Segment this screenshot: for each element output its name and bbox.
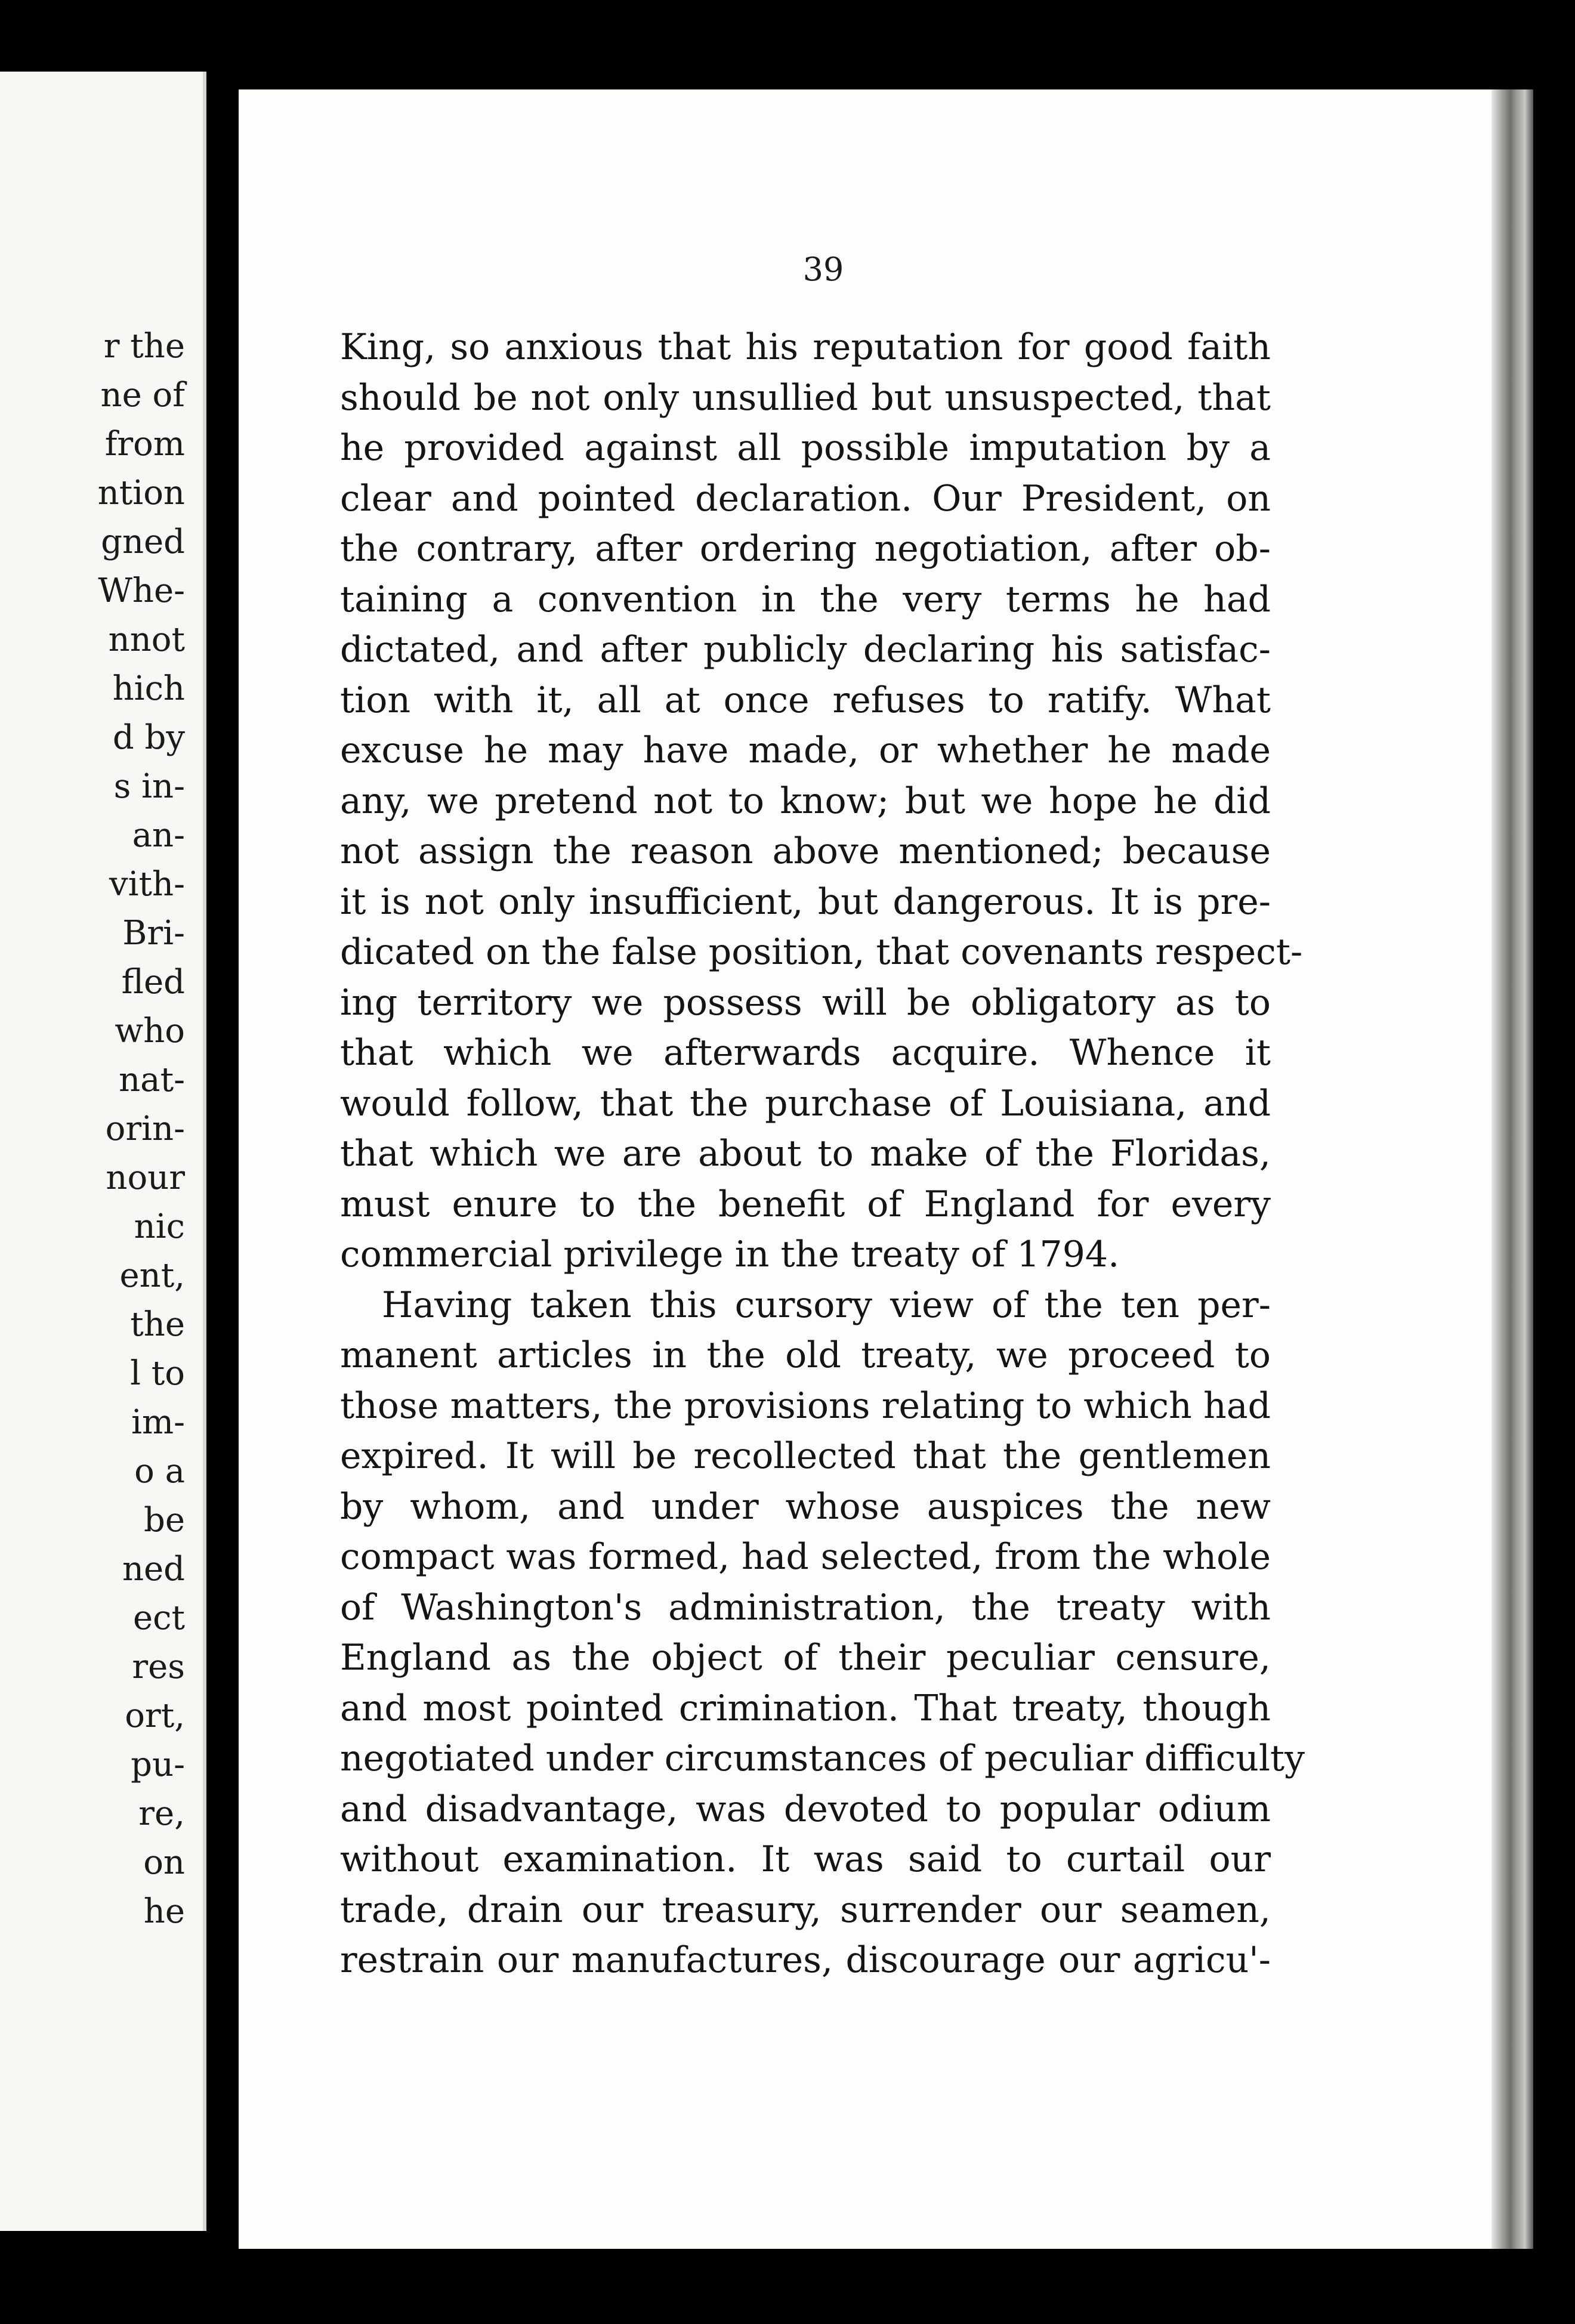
text-line: tion with it, all at once refuses to ratify. What <box>340 679 1271 721</box>
text-line: manent articles in the old treaty, we proceed to <box>340 1334 1271 1376</box>
fragment-line: be <box>144 1501 185 1540</box>
fragment-line: nic <box>134 1207 185 1246</box>
fragment-line: Whe- <box>98 571 185 610</box>
fragment-line: re, <box>138 1794 185 1833</box>
text-line: should be not only unsullied but unsuspected, that <box>340 376 1271 419</box>
fragment-line: ntion <box>97 474 185 512</box>
previous-page-fragment <box>0 72 206 2231</box>
text-line: commercial privilege in the treaty of 1794. <box>340 1234 1120 1275</box>
text-line: it is not only insufficient, but dangerous. It is pre- <box>340 880 1271 923</box>
page-number: 39 <box>802 251 844 288</box>
book-page <box>239 89 1533 2249</box>
text-line: any, we pretend not to know; but we hope he did <box>340 780 1271 822</box>
fragment-line: ne of <box>100 376 185 415</box>
text-line: must enure to the benefit of England for every <box>340 1183 1271 1225</box>
fragment-line: res <box>132 1648 185 1686</box>
fragment-line: gned <box>101 523 185 561</box>
text-line: not assign the reason above mentioned; because <box>340 830 1271 872</box>
text-line: Having taken this cursory view of the ten per- <box>382 1284 1271 1326</box>
text-line: expired. It will be recollected that the gentlemen <box>340 1435 1271 1477</box>
fragment-line: from <box>104 425 185 463</box>
text-line: England as the object of their peculiar censure, <box>340 1637 1271 1679</box>
text-line: and most pointed crimination. That treaty, though <box>340 1687 1271 1729</box>
text-line: those matters, the provisions relating to which had <box>340 1384 1271 1427</box>
text-line: that which we are about to make of the Floridas, <box>340 1133 1271 1175</box>
fragment-line: ort, <box>125 1696 185 1735</box>
text-line: dicated on the false position, that covenants respect- <box>340 931 1303 973</box>
text-line: that which we afterwards acquire. Whence it <box>340 1032 1271 1074</box>
fragment-line: who <box>115 1012 185 1050</box>
fragment-line: the <box>130 1305 185 1344</box>
text-line: and disadvantage, was devoted to popular odium <box>340 1788 1271 1830</box>
fragment-line: ect <box>132 1599 185 1637</box>
text-line: King, so anxious that his reputation for good faith <box>340 326 1271 368</box>
text-line: would follow, that the purchase of Louisiana, and <box>340 1082 1271 1124</box>
fragment-line: fled <box>121 963 185 1002</box>
page-edge-shadow <box>1491 89 1533 2249</box>
fragment-line: l to <box>130 1354 185 1393</box>
text-line: negotiated under circumstances of peculiar difficulty <box>340 1738 1305 1779</box>
text-line: taining a convention in the very terms he had <box>340 578 1271 620</box>
text-line: dictated, and after publicly declaring his satisfac- <box>340 629 1271 670</box>
text-line: compact was formed, had selected, from the whole <box>340 1536 1271 1578</box>
fragment-line: hich <box>112 669 185 708</box>
text-line: excuse he may have made, or whether he made <box>340 730 1271 771</box>
text-line: restrain our manufactures, discourage our agricu'- <box>340 1939 1271 1981</box>
text-line: ing territory we possess will be obligatory as to <box>340 981 1271 1024</box>
fragment-line: ent, <box>119 1256 185 1295</box>
previous-page-text <box>0 322 203 1936</box>
fragment-line: s in- <box>113 767 185 806</box>
fragment-line: nat- <box>119 1061 185 1099</box>
text-line: he provided against all possible imputation by a <box>340 427 1271 469</box>
fragment-line: im- <box>131 1403 185 1442</box>
fragment-line: Bri- <box>122 914 185 953</box>
text-line: without examination. It was said to curtail our <box>340 1838 1271 1880</box>
fragment-line: vith- <box>109 865 185 904</box>
text-line: by whom, and under whose auspices the new <box>340 1485 1271 1528</box>
text-line: the contrary, after ordering negotiation, after ob- <box>340 528 1271 570</box>
fragment-line: nour <box>106 1158 185 1197</box>
fragment-line: pu- <box>131 1745 185 1784</box>
fragment-line: an- <box>132 816 185 855</box>
fragment-line: he <box>143 1892 185 1931</box>
text-line: of Washington's administration, the treaty with <box>340 1586 1271 1628</box>
text-line: trade, drain our treasury, surrender our seamen, <box>340 1889 1271 1931</box>
fragment-line: o a <box>134 1452 185 1491</box>
body-text <box>340 322 1305 1986</box>
text-line: clear and pointed declaration. Our President, on <box>340 477 1271 520</box>
fragment-line: on <box>143 1843 185 1882</box>
fragment-line: d by <box>112 718 185 757</box>
fragment-line: nnot <box>108 620 185 659</box>
fragment-line: ned <box>122 1550 185 1589</box>
fragment-line: r the <box>103 327 185 366</box>
fragment-line: orin- <box>105 1110 185 1148</box>
